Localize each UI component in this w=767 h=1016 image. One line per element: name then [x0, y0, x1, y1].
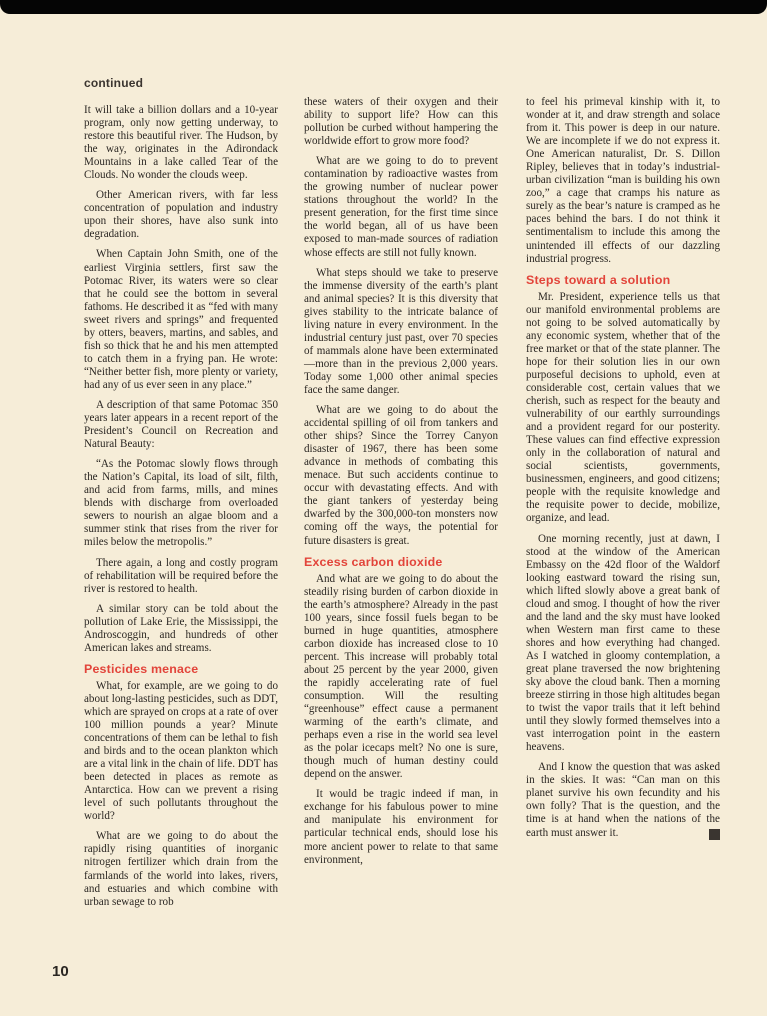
- paragraph: When Captain John Smith, one of the earliest Virginia settlers, first saw the Potomac River, its waters were so clear that he could see the bottom in several fathoms. He described it as “fed with many sweet rivers and springs” and frequented by otters, beavers, martins, and sables, and fish so thick that he and his men attempted to catch them in a frying pan. He wrote: “Neither better fish, more plenty or variety, had any of us ever seen in any place.”: [84, 248, 278, 391]
- paragraph: There again, a long and costly program of rehabilitation will be required before the river is restored to health.: [84, 556, 278, 595]
- closing-paragraph-text: And I know the question that was asked in the skies. It was: “Can man on this planet survive his own fecundity and his own folly? That is the question, and the time is at hand when the nations of the earth must answer it.: [526, 761, 720, 839]
- top-edge-bar: [0, 0, 767, 14]
- paragraph: What are we going to do about the accidental spilling of oil from tankers and other ships? Since the Torrey Canyon disaster of 1967, there has been some advance in methods of combating this menace. But such accidents continue to occur with devastating effects. And with the giant tankers of yesterday being dwarfed by the 300,000-ton monsters now coming off the ways, the potential for future disasters is great.: [304, 404, 498, 547]
- paragraph: Mr. President, experience tells us that our manifold environmental problems are not going to be solved automatically by any economic system, whether that of the free market or that of the state planner. The hope for their solution lies in our own purposeful decisions to uphold, even at considerable cost, certain values that we cherish, such as respect for the beauty and vulnerability of our earthly surroundings and a provident regard for our posterity. These values can find effective expression only in the collaboration of natural and social scientists, governments, businessmen, engineers, and good citizens; people with the requisite knowledge and the requisite power to decide, mobilize, organize, and lead.: [526, 290, 720, 525]
- paragraph: A similar story can be told about the pollution of Lake Erie, the Mississippi, the Androscoggin, and hundreds of other American lakes and streams.: [84, 602, 278, 654]
- article-page: [84, 76, 727, 946]
- paragraph: these waters of their oxygen and their ability to support life? How can this pollution be curbed without hampering the worldwide effort to grow more food?: [304, 96, 498, 148]
- section-heading-carbon-dioxide: Excess carbon dioxide: [304, 554, 443, 569]
- paragraph: What are we going to do to prevent contamination by radioactive wastes from the growing number of nuclear power stations throughout the world? In the present generation, for the first time since the world began, all of us have been exposed to man-made sources of radiation whose effects are still not fully known.: [304, 155, 498, 259]
- paragraph: It would be tragic indeed if man, in exchange for his fabulous power to mine and manipulate his environment for particular technical ends, should lose his more ancient power to relate to that same environment,: [304, 788, 498, 866]
- paragraph: Other American rivers, with far less concentration of population and industry upon their shores, have also sunk into degradation.: [84, 189, 278, 241]
- page-number: 10: [52, 963, 69, 980]
- continued-label: continued: [84, 76, 144, 90]
- paragraph: And what are we going to do about the steadily rising burden of carbon dioxide in the earth’s atmosphere? Already in the past 100 years, since fossil fuels began to be burned in huge quantities, atmosphere carbon dioxide has increased close to 10 percent. This increase will probably total about 25 percent by the year 2000, given the rapidly accelerating rate of fuel consumption. Will the resulting “greenhouse” effect cause a permanent warming of the earth’s climate, and perhaps even a rise in the world sea level as the polar icecaps melt? No one is sure, though much of human destiny could depend on the answer.: [304, 572, 498, 781]
- section-heading-pesticides: Pesticides menace: [84, 661, 199, 676]
- section-heading-solution: Steps toward a solution: [526, 272, 671, 287]
- paragraph: One morning recently, just at dawn, I stood at the window of the American Embassy on the 42d floor of the Waldorf looking eastward toward the rising sun, which lifted slowly above a great bank of cloud and smog. I thought of how the river and the land and the sky must have looked when Western man first came to these shores and how everything had changed. As I watched in gloomy contemplation, a great plane traversed the now brightening sky above the cloud bank. Then a morning breeze stirring in those high altitudes began to twist the vapor trails that it left behind until they slowly formed themselves into a vast interrogation point in the eastern heavens.: [526, 532, 720, 754]
- paragraph: to feel his primeval kinship with it, to wonder at it, and draw strength and solace from it. This power is deep in our nature. We are incomplete if we do not express it. One American naturalist, Dr. S. Dillon Ripley, believes that in today’s industrial-urban civilization “man is building his own zoo,” a cage that cramps his nature as surely as the bear’s nature is cramped as he paces behind the bars. I do not think it sentimentalism to include this among the unintended ill effects of our dazzling industrial progress.: [526, 96, 720, 265]
- paragraph: A description of that same Potomac 350 years later appears in a recent report of the President’s Council on Recreation and Natural Beauty:: [84, 398, 278, 451]
- paragraph: What steps should we take to preserve the immense diversity of the earth’s plant and animal species? It is this diversity that gives stability to the intricate balance of living nature in every environment. In the industrial century just past, over 70 species of mammals alone have been exterminated—more than in the previous 2,000 years. Today some 1,000 other animal species face the same danger.: [304, 266, 498, 396]
- column-2: [304, 96, 498, 874]
- quote-paragraph: “As the Potomac slowly flows through the Nation’s Capital, its load of silt, filth, and acid from farms, mills, and mines blends with discharge from overloaded sewers to nourish an algae bloom and a summer stink that rises from the river for miles below the metropolis.”: [84, 458, 278, 549]
- paragraph: It will take a billion dollars and a 10-year program, only now getting underway, to restore this beautiful river. The Hudson, by the way, originates in the Adirondack Mountains in a lake called Tear of the Clouds. No wonder the clouds weep.: [84, 104, 278, 182]
- paragraph: What, for example, are we going to do about long-lasting pesticides, such as DDT, which are sprayed on crops at a rate of over 100 million pounds a year? Minute concentrations of them can be lethal to fish and birds and to the ocean plankton which are a vital link in the chain of life. DDT has been detected in places as remote as Antarctica. How can we prevent a rising level of such pollutants throughout the world?: [84, 679, 278, 823]
- paragraph: [526, 761, 727, 840]
- paragraph: What are we going to do about the rapidly rising quantities of inorganic nitrogen fertilizer which drain from the farmlands of the world into lakes, rivers, and estuaries and which combine with urban sewage to rob: [84, 830, 278, 908]
- column-3: [526, 96, 727, 847]
- column-1: [84, 104, 278, 916]
- end-mark-icon: +: [709, 829, 720, 840]
